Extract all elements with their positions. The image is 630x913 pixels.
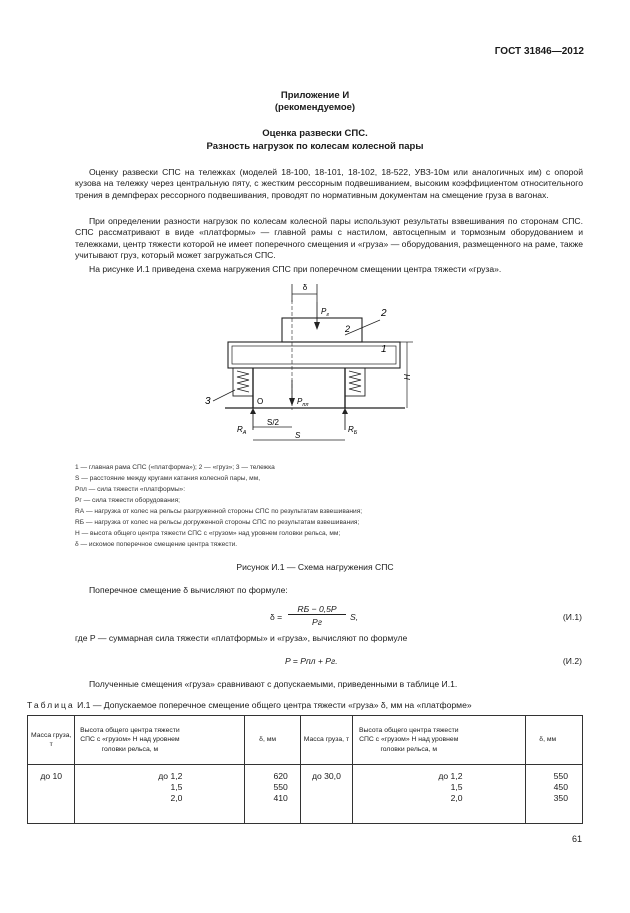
ppl-label: $P_{пл}$ — [297, 397, 309, 408]
legend-line: δ — искомое поперечное смещение центра тяжести. — [75, 541, 238, 548]
header-mass-b: Масса груза, т — [300, 716, 352, 765]
formula-intro: Поперечное смещение δ вычисляют по формуле: — [89, 585, 288, 595]
loading-scheme-figure — [195, 280, 425, 445]
section-title-line2: Разность нагрузок по колесам колесной пары — [206, 141, 424, 152]
cell-mass-a: до 10 — [28, 765, 75, 824]
formula-2: P = Pпл + Pг. — [285, 656, 338, 666]
header-mass-a: Масса груза, т — [28, 716, 75, 765]
leader-3 — [213, 390, 235, 401]
spring-right — [345, 368, 365, 396]
legend-line: Pг — сила тяжести оборудования; — [75, 497, 181, 504]
label-2: 2 — [345, 324, 351, 334]
label-1: 1 — [381, 344, 387, 355]
permissible-displacement-table — [27, 715, 583, 824]
formula-1-lhs: δ = — [270, 612, 283, 622]
formula-1-numerator: RБ − 0,5P — [288, 604, 346, 615]
ra-label: $R_А$ — [237, 425, 247, 436]
label-o: O — [257, 397, 264, 406]
table-caption-label: Таблица — [27, 700, 75, 710]
cell-heights-b: до 1,2 1,5 2,0 — [352, 765, 525, 824]
formula-1 — [270, 604, 420, 632]
standard-number: ГОСТ 31846—2012 — [494, 46, 584, 57]
ra-arrow-head — [250, 408, 256, 414]
cell-deltas-a: 620 550 410 — [245, 765, 300, 824]
formula-1-denominator: Pг — [312, 617, 322, 627]
label-2-callout: 2 — [381, 308, 387, 319]
header-delta-b: δ, мм — [525, 716, 582, 765]
header-height-a: Высота общего центра тяжести СПС с «грузом» H над уровнем головки рельса, м — [75, 716, 245, 765]
rb-label: $R_Б$ — [348, 425, 358, 436]
formula-1-number: (И.1) — [562, 612, 582, 622]
legend-line: S — расстояние между кругами катания колесной пары, мм, — [75, 475, 261, 482]
paragraph-3: На рисунке И.1 приведена схема нагружения СПС при поперечном смещении центра тяжести «груза». — [89, 264, 502, 274]
page-number: 61 — [571, 834, 582, 844]
legend-line: RА — нагрузка от колес на рельсы разгруженной стороны СПС по результатам взвешивания; — [75, 508, 363, 515]
legend-line: RБ — нагрузка от колес на рельсы догруженной стороны СПС по результатам взвешивания; — [75, 519, 360, 526]
s-label: S — [295, 431, 301, 440]
pg-label: $P_г$ — [321, 307, 330, 318]
table-header-row — [28, 716, 583, 765]
table-row — [28, 765, 583, 824]
rb-arrow-head — [342, 408, 348, 414]
main-frame-inner — [232, 346, 396, 364]
figure-caption: Рисунок И.1 — Схема нагружения СПС — [236, 562, 394, 572]
header-delta-a: δ, мм — [245, 716, 300, 765]
table-caption — [27, 700, 607, 710]
cell-deltas-b: 550 450 350 — [525, 765, 582, 824]
delta-label: δ — [302, 283, 308, 292]
h-label: H — [403, 374, 412, 380]
formula-2-number: (И.2) — [562, 656, 582, 666]
appendix-title: Приложение И — [280, 90, 350, 101]
cell-heights-a: до 1,2 1,5 2,0 — [75, 765, 245, 824]
section-title-line1: Оценка развески СПС. — [262, 128, 368, 139]
comparison-text: Полученные смещения «груза» сравнивают с допускаемыми, приведенными в таблице И.1. — [89, 679, 458, 689]
formula-where: где P — суммарная сила тяжести «платформы» и «груза», вычисляют по формуле — [75, 633, 408, 643]
figure-legend — [75, 462, 575, 550]
paragraph-1: Оценку развески СПС на тележках (моделей 18-100, 18-101, 18-102, 18-522, УВЗ-10м или аналогичных им) с опорой кузова на тележку через центральную пяту, с жестким рессорным подвешиванием, высоким коэффициентом относительного трения в демпферах рессорного подвешивания, проводят по нормативным документам на смещение груза в вагонах. — [75, 167, 583, 200]
formula-1-tail: S, — [350, 612, 359, 622]
header-height-b: Высота общего центра тяжести СПС с «грузом» H над уровнем головки рельса, м — [352, 716, 525, 765]
table-caption-text: И.1 — Допускаемое поперечное смещение общего центра тяжести «груза» δ, мм на «платформе» — [77, 700, 472, 710]
legend-line: Pпл — сила тяжести «платформы»: — [75, 486, 186, 493]
cell-mass-b: до 30,0 — [300, 765, 352, 824]
appendix-subtitle: (рекомендуемое) — [274, 102, 356, 113]
paragraph-2: При определении разности нагрузок по колесам колесной пары используют результаты взвешивания по сторонам СПС. СПС рассматривают в виде «платформы» — главной рамы с настилом, автосцепным и тормозным оборудованием и тележками, центр тяжести которой не имеет поперечного смещения и «груза» — оборудования, размещенного на раме, также учитывают груз, который может загружаться СПС. — [75, 216, 583, 261]
legend-line: 1 — главная рама СПС («платформа»); 2 — «груз»; 3 — тележка — [75, 464, 275, 471]
label-3: 3 — [205, 396, 211, 407]
ppl-arrow-head — [289, 398, 295, 406]
s2-label: S/2 — [267, 418, 280, 427]
legend-line: H — высота общего центра тяжести СПС с «грузом» над уровнем головки рельса, мм; — [75, 530, 341, 537]
spring-left — [233, 368, 253, 396]
pg-arrow-head — [314, 322, 320, 330]
